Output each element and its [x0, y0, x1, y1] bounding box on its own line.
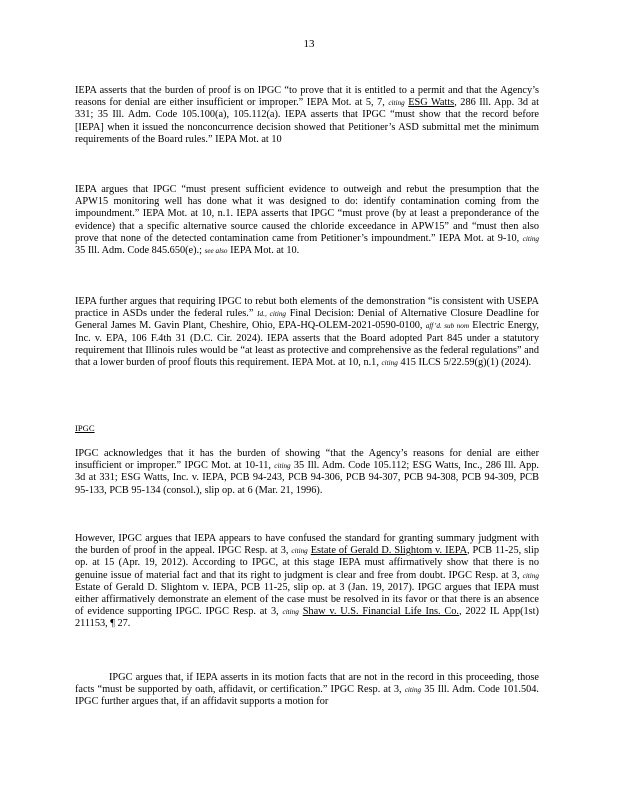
- p1-case-esg-watts: ESG Watts: [408, 97, 455, 109]
- p1-text-b: , 286 Ill. App. 3d at 331; 35 Ill. Adm. Code 105.100(a), 105.112(a). IEPA asserts that IPGC “must show that the record before [IEPA] when it issued the nonconcurrence decision showed that Petitioner’s ASD submittal met the minimum requirements of the Board rules.” IEPA Mot. at 10: [75, 97, 539, 145]
- paragraph-iepa-burden: [75, 85, 539, 146]
- p4-citing: citing: [274, 462, 291, 471]
- p3-text-b: Final Decision: Denial of Alternative Closure Deadline for General James M. Gavin Plant, Cheshire, Ohio, EPA-HQ-OLEM-2021-0590-0100,: [75, 308, 540, 332]
- p6-text-b: 35 Ill. Adm. Code 101.504. IPGC further argues that, if an affidavit supports a motion for: [75, 684, 539, 708]
- p2-text-b: 35 Ill. Adm. Code 845.650(e).;: [75, 245, 202, 257]
- p3-text-a: IEPA further argues that requiring IPGC to rebut both elements of the demonstration “is consistent with USEPA practice in ASDs under the federal rules.”: [75, 296, 539, 320]
- p3-id: Id.: [257, 310, 265, 319]
- p6-citing: citing: [404, 686, 422, 695]
- paragraph-however-ipgc: [75, 533, 539, 631]
- p5-case-slightom: Estate of Gerald D. Slightom v. IEPA: [310, 545, 468, 557]
- page-number: 13: [303, 38, 315, 50]
- paragraph-ipgc-acknowledges: [75, 448, 539, 497]
- p5-text-a: However, IPGC argues that IEPA appears to have confused the standard for granting summary judgment with the burden of proof in the appeal. IPGC Resp. at 3,: [75, 533, 539, 557]
- p4-text-b: 35 Ill. Adm. Code 105.112; ESG Watts, Inc., 286 Ill. App. 3d at 331; ESG Watts, Inc. v. IEPA, PCB 94-243, PCB 94-306, PCB 94-307, PCB 94-308, PCB 94-309, PCB 95-133, PCB 95-134 (consol.), slip op. at 6 (Mar. 21, 1996).: [75, 460, 540, 496]
- paragraph-iepa-further: [75, 296, 539, 369]
- p6-text-a: IPGC argues that, if IEPA asserts in its motion facts that are not in the record in this proceeding, those facts “must be supported by oath, affidavit, or certification.” IPGC Resp. at 3,: [75, 672, 539, 696]
- p5-case-shaw: Shaw v. U.S. Financial Life Ins. Co.: [302, 606, 459, 618]
- p1-citing: citing: [388, 99, 405, 108]
- p3-text-d: 415 ILCS 5/22.59(g)(1) (2024).: [400, 357, 532, 369]
- p5-citing: citing: [291, 547, 308, 556]
- paragraph-ipgc-argues-facts: [75, 672, 539, 709]
- p2-text-c: IEPA Mot. at 10.: [230, 245, 300, 257]
- p3-citing: , citing: [264, 310, 287, 319]
- p5-citing-3: citing: [282, 608, 299, 617]
- p5-text-e: , 2022 IL App(1st) 211153, ¶ 27.: [75, 606, 539, 630]
- p5-text-c: Estate of Gerald D. Slightom v. IEPA, PCB 11-25, slip op. at 3 (Jan. 19, 2017). IPGC argues that IEPA must either affirmatively demonstrate an element of the case must be resolved in its favor or that there is an absence of evidence supporting IPGC. IPGC Resp. at 3,: [75, 581, 539, 618]
- p2-text-a: IEPA argues that IPGC “must present sufficient evidence to outweigh and rebut the presumption that the APW15 monitoring well has done what it was designed to do: identify contamination coming from the impoundment.” IEPA Mot. at 10, n.1. IEPA asserts that IPGC “must prove (by at least a preponderance of the evidence) that a specific alternative source caused the chloride exceedance in APW15” and “must then also prove that none of the detected contamination came from Petitioner’s impoundment.” IEPA Mot. at 9-10,: [75, 184, 539, 244]
- p5-citing-2: citing: [522, 571, 539, 580]
- p2-citing: citing: [522, 234, 540, 243]
- p3-citing-2: citing: [381, 359, 398, 368]
- p1-text-a: IEPA asserts that the burden of proof is on IPGC “to prove that it is entitled to a permit and that the Agency’s reasons for denial are either insufficient or improper.” IEPA Mot. at 5, 7,: [75, 85, 539, 109]
- p3-text-c: Electric Energy, Inc. v. EPA, 106 F.4th 31 (D.C. Cir. 2024). IEPA asserts that the Board adopted Part 845 under a statutory requirement that Illinois rules would be “at least as protective and comprehensive as the federal regulations” and that a lower burden of proof flouts this requirement. IEPA Mot. at 10, n.1,: [75, 320, 540, 369]
- p5-text-b: , PCB 11-25, slip op. at 15 (Apr. 19, 2012). According to IPGC, at this stage IEPA must affirmatively show that there is no genuine issue of material fact and that its right to judgment is clear and free from doubt. IPGC Resp. at 3,: [75, 545, 540, 581]
- p4-text-a: IPGC acknowledges that it has the burden of showing “that the Agency’s reasons for denial are either insufficient or improper.” IPGC Mot. at 10-11,: [75, 448, 539, 472]
- section-heading-ipgc: IPGC: [75, 423, 95, 433]
- paragraph-iepa-argues: [75, 184, 539, 257]
- p3-affd-sub-nom: aff’d. sub nom: [425, 322, 470, 331]
- p2-see-also: see also: [204, 247, 228, 256]
